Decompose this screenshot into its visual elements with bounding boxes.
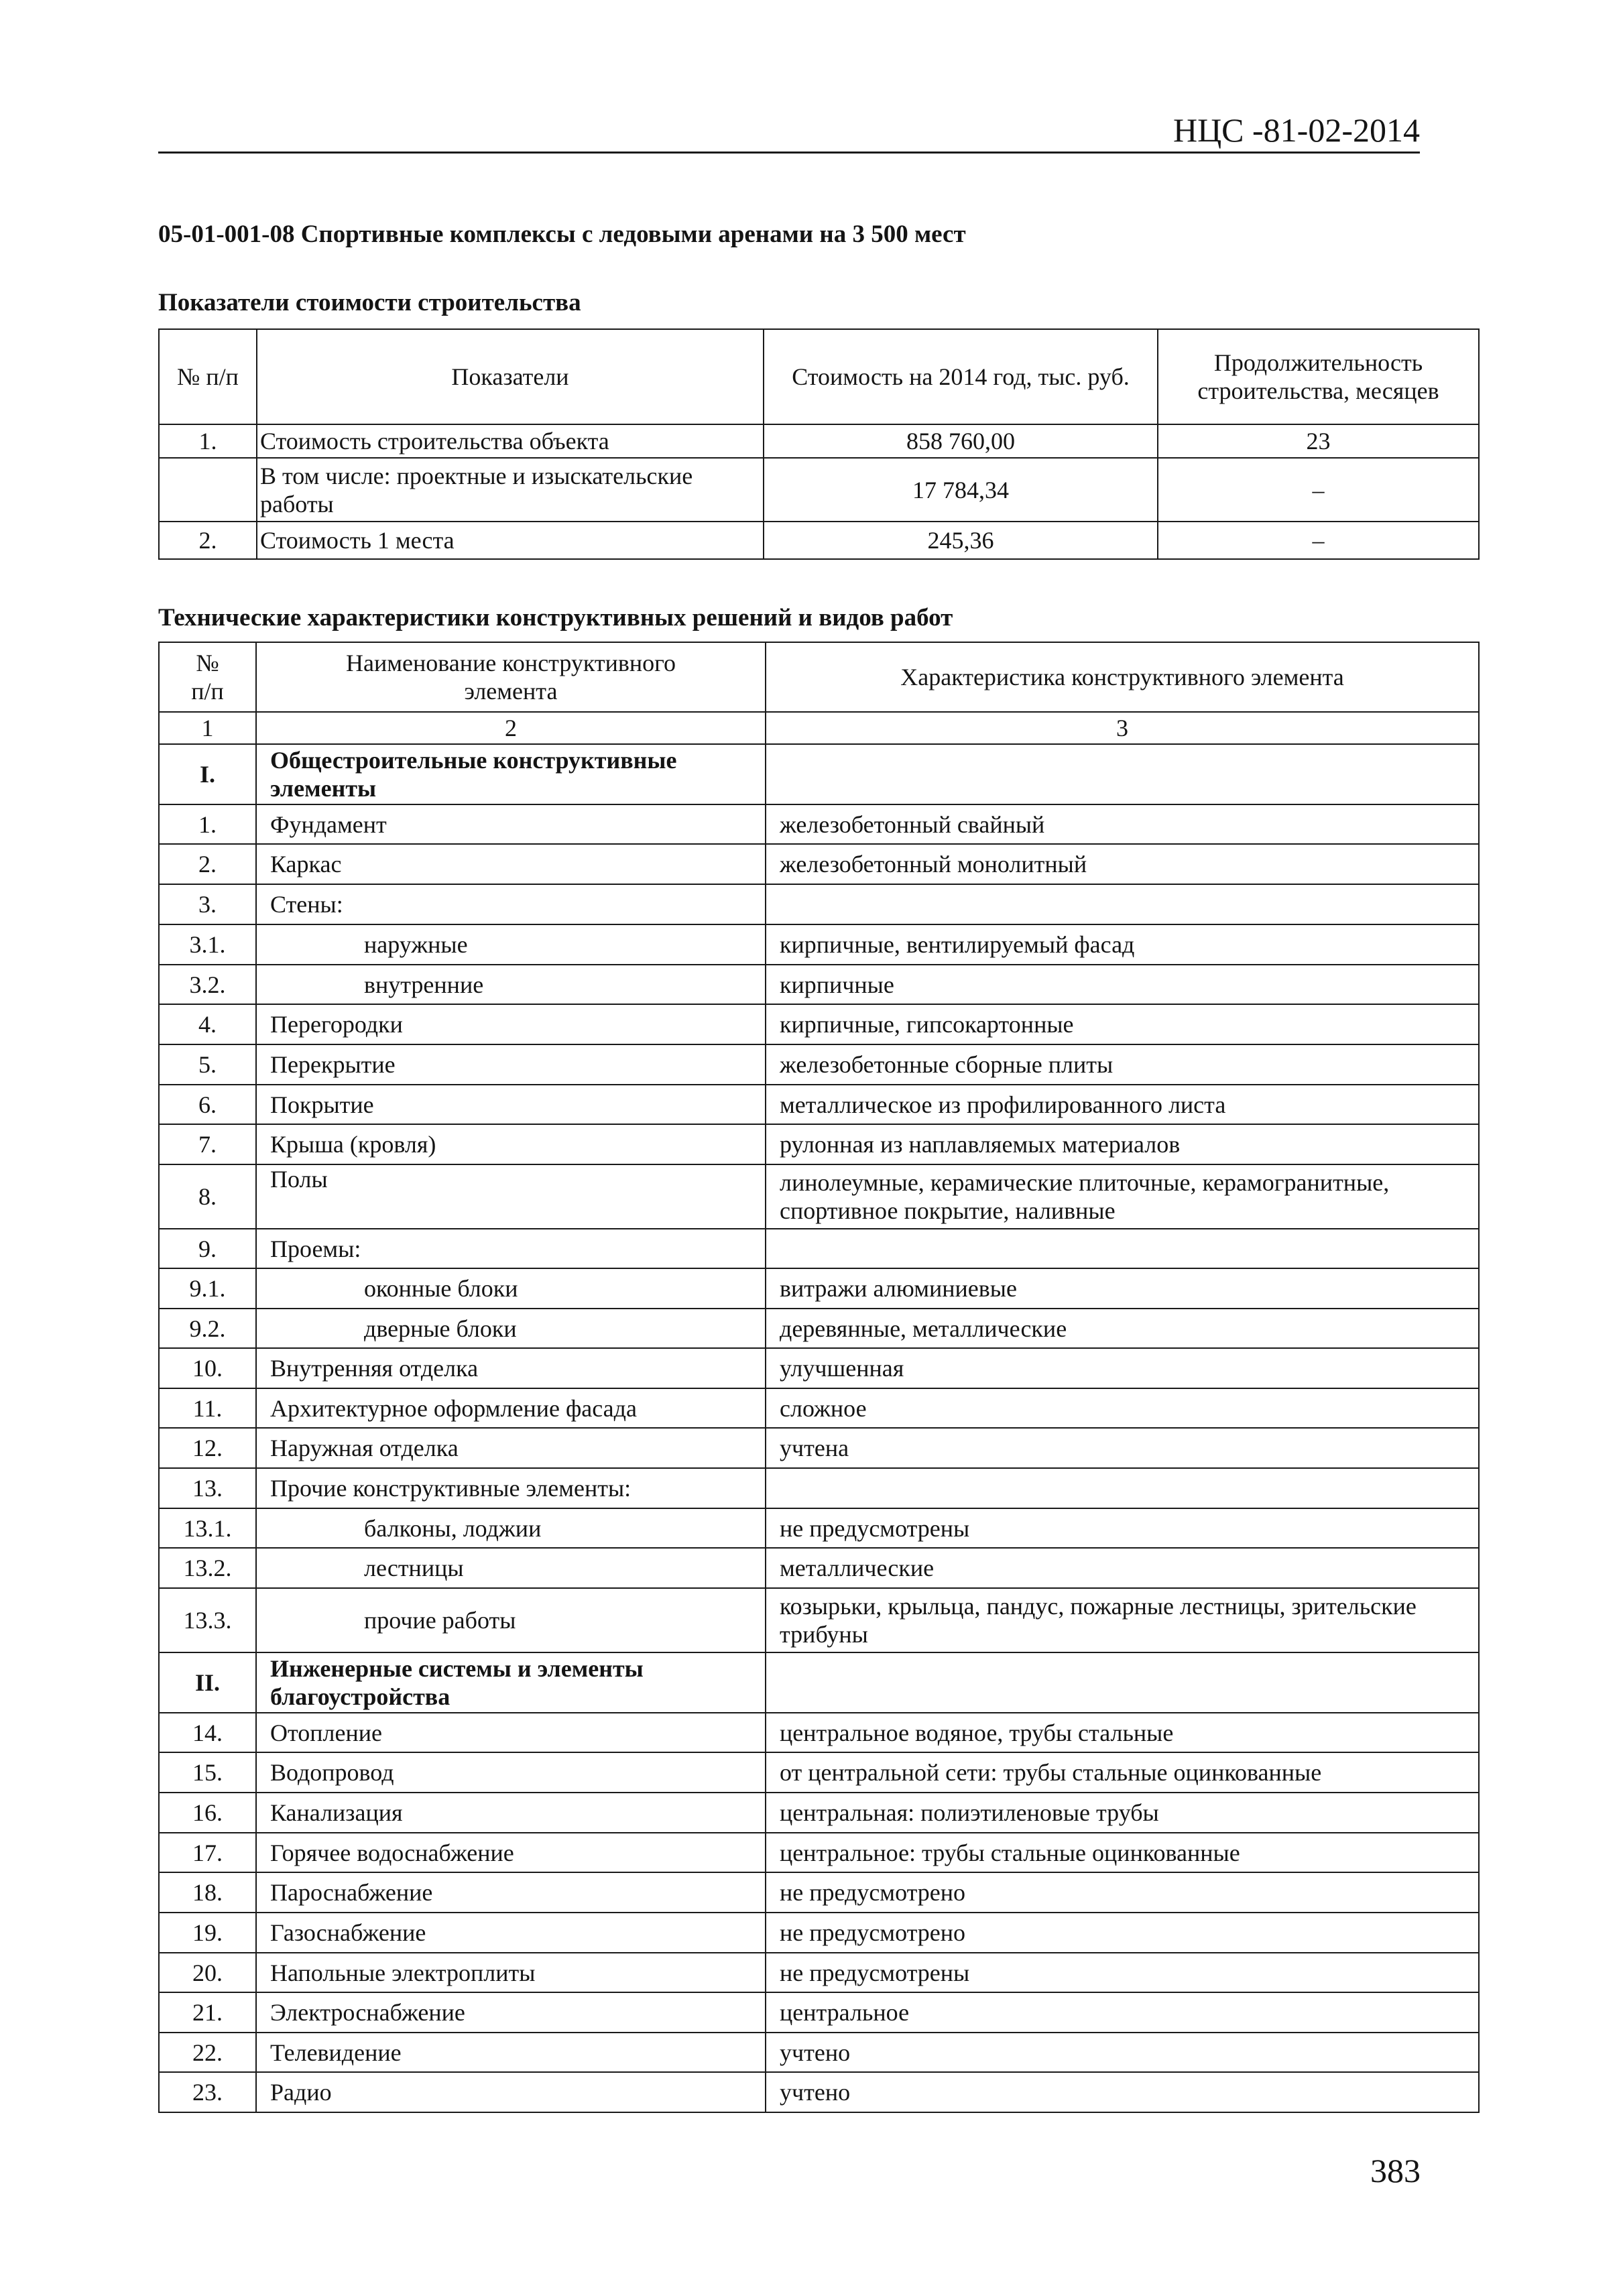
- row-number: 13.3.: [159, 1588, 256, 1652]
- row-number: 5.: [159, 1044, 256, 1085]
- indicator-name: В том числе: проектные и изыскательские работы: [257, 458, 764, 522]
- table-row: [159, 1268, 1479, 1309]
- column-number-row: [159, 712, 1479, 744]
- element-name: Архитектурное оформление фасада: [256, 1388, 766, 1428]
- table-row: [159, 1588, 1479, 1652]
- row-number: 22.: [159, 2033, 256, 2072]
- table-row: [159, 1124, 1479, 1164]
- table-row: [159, 1913, 1479, 1953]
- element-characteristic: учтено: [766, 2033, 1479, 2072]
- table-row: [159, 1752, 1479, 1793]
- tech-section-title: Технические характеристики конструктивных решений и видов работ: [158, 604, 953, 631]
- cost-value: 245,36: [764, 522, 1158, 559]
- column-header: Характеристика конструктивного элемента: [766, 642, 1479, 712]
- indicator-name: Стоимость 1 места: [257, 522, 764, 559]
- table-row: [159, 744, 1479, 804]
- table-row: [159, 1004, 1479, 1044]
- element-characteristic: витражи алюминиевые: [766, 1268, 1479, 1309]
- table-row: [159, 1348, 1479, 1388]
- row-number: 3.1.: [159, 924, 256, 965]
- cost-table: [158, 328, 1480, 560]
- element-name: Проемы:: [256, 1229, 766, 1268]
- element-name: оконные блоки: [256, 1268, 766, 1309]
- page-number: 383: [1370, 2152, 1421, 2189]
- row-number: 15.: [159, 1752, 256, 1793]
- table-row: [159, 965, 1479, 1004]
- row-number: 2.: [159, 522, 257, 559]
- element-characteristic: центральное: [766, 1992, 1479, 2033]
- row-number: 2.: [159, 844, 256, 884]
- row-number: 13.1.: [159, 1508, 256, 1548]
- table-row: [159, 1229, 1479, 1268]
- table-row: [159, 424, 1479, 458]
- element-name: Канализация: [256, 1793, 766, 1833]
- element-name: Каркас: [256, 844, 766, 884]
- element-name: Водопровод: [256, 1752, 766, 1793]
- element-name: Внутренняя отделка: [256, 1348, 766, 1388]
- row-number: 18.: [159, 1872, 256, 1913]
- duration-value: –: [1158, 522, 1479, 559]
- element-name: Полы: [256, 1164, 766, 1229]
- element-characteristic: железобетонный свайный: [766, 804, 1479, 844]
- table-row: [159, 2072, 1479, 2112]
- element-name: Стены:: [256, 884, 766, 924]
- column-header: Показатели: [257, 329, 764, 424]
- element-characteristic: [766, 1229, 1479, 1268]
- element-characteristic: [766, 744, 1479, 804]
- element-characteristic: [766, 884, 1479, 924]
- row-number: 13.2.: [159, 1548, 256, 1588]
- table-row: [159, 1793, 1479, 1833]
- element-characteristic: учтено: [766, 2072, 1479, 2112]
- element-characteristic: не предусмотрено: [766, 1913, 1479, 1953]
- row-number: 3.2.: [159, 965, 256, 1004]
- element-characteristic: железобетонные сборные плиты: [766, 1044, 1479, 1085]
- element-name: Пароснабжение: [256, 1872, 766, 1913]
- column-header: Наименование конструктивного элемента: [256, 642, 766, 712]
- row-number: 1.: [159, 804, 256, 844]
- row-number: 12.: [159, 1428, 256, 1468]
- row-number: 6.: [159, 1085, 256, 1124]
- table-row: [159, 1953, 1479, 1992]
- table-row: [159, 844, 1479, 884]
- table-row: [159, 1508, 1479, 1548]
- table-row: [159, 1388, 1479, 1428]
- row-number: 11.: [159, 1388, 256, 1428]
- column-number: 1: [159, 712, 256, 744]
- element-characteristic: учтена: [766, 1428, 1479, 1468]
- element-name: Радио: [256, 2072, 766, 2112]
- table-header-row: [159, 329, 1479, 424]
- row-number: 9.1.: [159, 1268, 256, 1309]
- element-name: Наружная отделка: [256, 1428, 766, 1468]
- table-row: [159, 1833, 1479, 1872]
- table-row: [159, 884, 1479, 924]
- table-row: [159, 1085, 1479, 1124]
- element-characteristic: металлические: [766, 1548, 1479, 1588]
- row-number: 20.: [159, 1953, 256, 1992]
- table-row: [159, 1309, 1479, 1348]
- duration-value: –: [1158, 458, 1479, 522]
- element-name: прочие работы: [256, 1588, 766, 1652]
- table-row: [159, 1428, 1479, 1468]
- element-characteristic: центральное: трубы стальные оцинкованные: [766, 1833, 1479, 1872]
- element-name: Покрытие: [256, 1085, 766, 1124]
- column-header: № п/п: [159, 642, 256, 712]
- table-row: [159, 1044, 1479, 1085]
- table-row: [159, 1164, 1479, 1229]
- row-number: 16.: [159, 1793, 256, 1833]
- element-name: наружные: [256, 924, 766, 965]
- element-name: Перегородки: [256, 1004, 766, 1044]
- element-name: Газоснабжение: [256, 1913, 766, 1953]
- page-header: [158, 107, 1420, 154]
- tech-table-body: [159, 744, 1479, 2112]
- column-header: № п/п: [159, 329, 257, 424]
- table-row: [159, 2033, 1479, 2072]
- row-number: [159, 458, 257, 522]
- row-number: 9.2.: [159, 1309, 256, 1348]
- indicator-name: Стоимость строительства объекта: [257, 424, 764, 458]
- row-number: 9.: [159, 1229, 256, 1268]
- document-code: НЦС -81-02-2014: [1173, 111, 1420, 149]
- table-row: [159, 458, 1479, 522]
- element-characteristic: кирпичные, гипсокартонные: [766, 1004, 1479, 1044]
- element-name: Фундамент: [256, 804, 766, 844]
- row-number: I.: [159, 744, 256, 804]
- element-name: Горячее водоснабжение: [256, 1833, 766, 1872]
- table-header-row: [159, 642, 1479, 712]
- element-name: лестницы: [256, 1548, 766, 1588]
- cost-value: 858 760,00: [764, 424, 1158, 458]
- element-characteristic: железобетонный монолитный: [766, 844, 1479, 884]
- element-characteristic: деревянные, металлические: [766, 1309, 1479, 1348]
- element-name: балконы, лоджии: [256, 1508, 766, 1548]
- element-characteristic: не предусмотрены: [766, 1508, 1479, 1548]
- row-number: 10.: [159, 1348, 256, 1388]
- cost-table-body: [159, 424, 1479, 559]
- column-header: Продолжительность строительства, месяцев: [1158, 329, 1479, 424]
- row-number: 7.: [159, 1124, 256, 1164]
- table-row: [159, 522, 1479, 559]
- row-number: 13.: [159, 1468, 256, 1508]
- element-characteristic: сложное: [766, 1388, 1479, 1428]
- element-characteristic: металлическое из профилированного листа: [766, 1085, 1479, 1124]
- element-characteristic: не предусмотрено: [766, 1872, 1479, 1913]
- table-row: [159, 1713, 1479, 1752]
- element-characteristic: не предусмотрены: [766, 1953, 1479, 1992]
- element-name: Телевидение: [256, 2033, 766, 2072]
- table-row: [159, 1548, 1479, 1588]
- row-number: 21.: [159, 1992, 256, 2033]
- element-characteristic: кирпичные, вентилируемый фасад: [766, 924, 1479, 965]
- column-number: 3: [766, 712, 1479, 744]
- row-number: 8.: [159, 1164, 256, 1229]
- table-row: [159, 1872, 1479, 1913]
- row-number: 19.: [159, 1913, 256, 1953]
- element-name: Отопление: [256, 1713, 766, 1752]
- column-number: 2: [256, 712, 766, 744]
- row-number: 4.: [159, 1004, 256, 1044]
- element-characteristic: кирпичные: [766, 965, 1479, 1004]
- element-name: внутренние: [256, 965, 766, 1004]
- duration-value: 23: [1158, 424, 1479, 458]
- element-characteristic: линолеумные, керамические плиточные, керамогранитные, спортивное покрытие, наливные: [766, 1164, 1479, 1229]
- element-name: дверные блоки: [256, 1309, 766, 1348]
- element-name: Перекрытие: [256, 1044, 766, 1085]
- element-name: Электроснабжение: [256, 1992, 766, 2033]
- element-characteristic: [766, 1468, 1479, 1508]
- element-name: Прочие конструктивные элементы:: [256, 1468, 766, 1508]
- row-number: 23.: [159, 2072, 256, 2112]
- element-characteristic: козырьки, крыльца, пандус, пожарные лестницы, зрительские трибуны: [766, 1588, 1479, 1652]
- row-number: II.: [159, 1652, 256, 1713]
- element-name: Общестроительные конструктивные элементы: [256, 744, 766, 804]
- cost-value: 17 784,34: [764, 458, 1158, 522]
- column-header: Стоимость на 2014 год, тыс. руб.: [764, 329, 1158, 424]
- table-row: [159, 1652, 1479, 1713]
- table-row: [159, 924, 1479, 965]
- element-characteristic: центральное водяное, трубы стальные: [766, 1713, 1479, 1752]
- element-characteristic: от центральной сети: трубы стальные оцинкованные: [766, 1752, 1479, 1793]
- element-characteristic: [766, 1652, 1479, 1713]
- row-number: 14.: [159, 1713, 256, 1752]
- table-row: [159, 1992, 1479, 2033]
- row-number: 1.: [159, 424, 257, 458]
- table-row: [159, 804, 1479, 844]
- element-name: Инженерные системы и элементы благоустройства: [256, 1652, 766, 1713]
- element-name: Крыша (кровля): [256, 1124, 766, 1164]
- element-characteristic: улучшенная: [766, 1348, 1479, 1388]
- tech-table: [158, 642, 1480, 2113]
- element-characteristic: рулонная из наплавляемых материалов: [766, 1124, 1479, 1164]
- cost-section-title: Показатели стоимости строительства: [158, 289, 581, 316]
- element-name: Напольные электроплиты: [256, 1953, 766, 1992]
- row-number: 3.: [159, 884, 256, 924]
- page-title: 05-01-001-08 Спортивные комплексы с ледовыми аренами на 3 500 мест: [158, 221, 966, 248]
- row-number: 17.: [159, 1833, 256, 1872]
- element-characteristic: центральная: полиэтиленовые трубы: [766, 1793, 1479, 1833]
- table-row: [159, 1468, 1479, 1508]
